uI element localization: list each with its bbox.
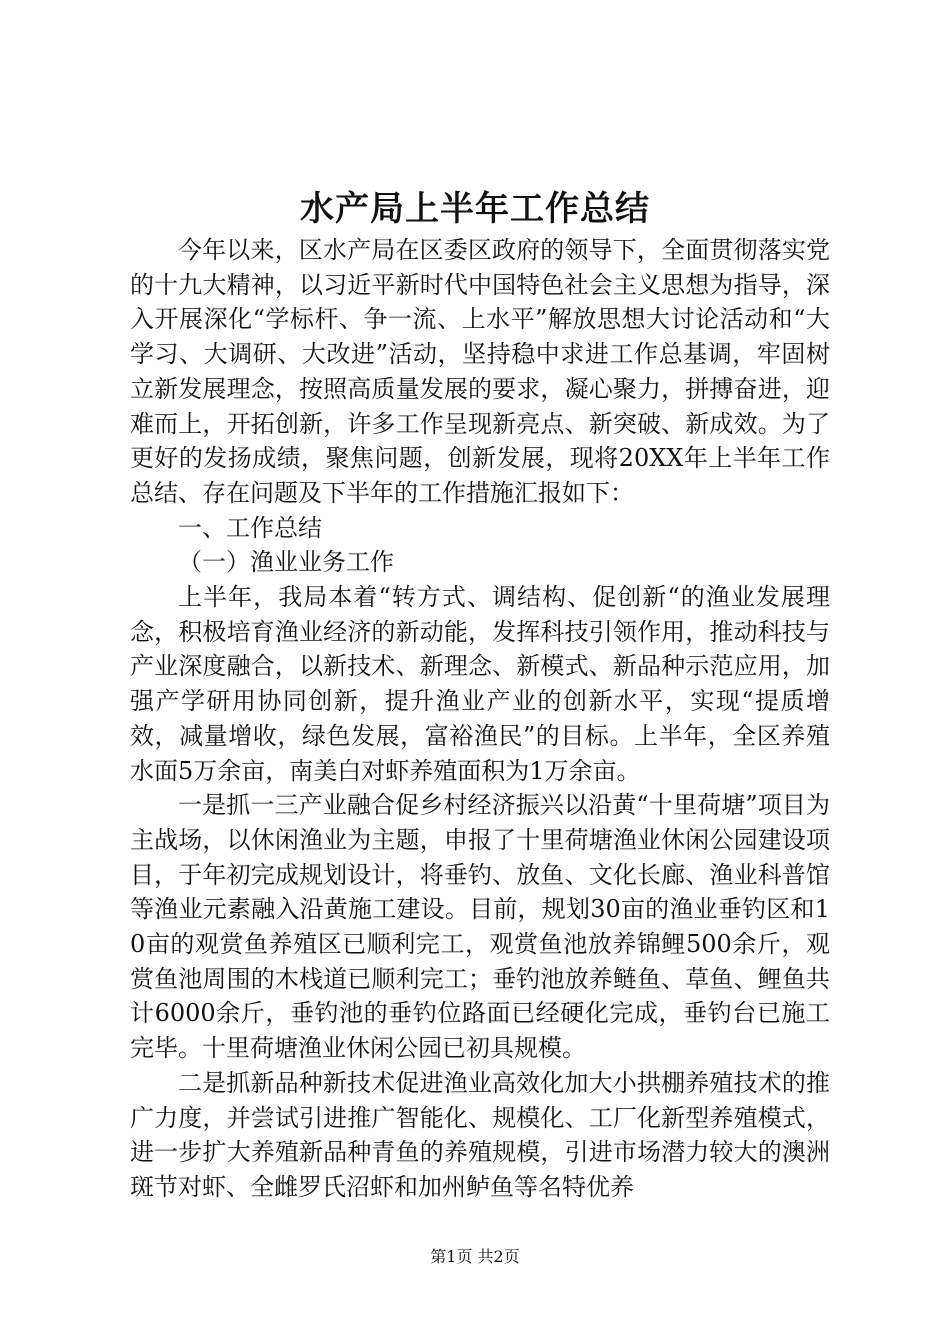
- section-heading: 一、工作总结: [178, 513, 322, 542]
- paragraph-overview: 上半年，我局本着“转方式、调结构、促创新“的渔业发展理念，积极培育渔业经济的新动能，发挥科技引领作用，推动科技与产业深度融合，以新技术、新理念、新模式、新品种示范应用，加强产学研用协同创新，提升渔业产业的创新水平，实现“提质增效，减量增收，绿色发展，富裕渔民”的目标。上半年，全区养殖水面5万余亩，南美白对虾养殖面积为1万余亩。: [130, 583, 830, 785]
- paragraph-point-two: 二是抓新品种新技术促进渔业高效化加大小拱棚养殖技术的推广力度，并尝试引进推广智能化、规模化、工厂化新型养殖模式，进一步扩大养殖新品种青鱼的养殖规模，引进市场潜力较大的澳洲斑节对虾、全雌罗氏沼虾和加州鲈鱼等名特优养: [130, 1068, 830, 1201]
- page-number: 第1页 共2页: [430, 1247, 520, 1266]
- subsection-heading: （一）渔业业务工作: [178, 548, 394, 577]
- document-title: 水产局上半年工作总结: [300, 189, 650, 229]
- document-body: [130, 233, 830, 1205]
- paragraph-point-one: 一是抓一三产业融合促乡村经济振兴以沿黄“十里荷塘”项目为主战场，以休闲渔业为主题，申报了十里荷塘渔业休闲公园建设项目，于年初完成规划设计，将垂钓、放鱼、文化长廊、渔业科普馆等渔业元素融入沿黄施工建设。目前，规划30亩的渔业垂钓区和10亩的观赏鱼养殖区已顺利完工，观赏鱼池放养锦鲤500余斤，观赏鱼池周围的木栈道已顺利完工；垂钓池放养鲢鱼、草鱼、鲤鱼共计6000余斤，垂钓池的垂钓位路面已经硬化完成，垂钓台已施工完毕。十里荷塘渔业休闲公园已初具规模。: [130, 791, 830, 1063]
- paragraph-intro: 今年以来，区水产局在区委区政府的领导下，全面贯彻落实党的十九大精神，以习近平新时代中国特色社会主义思想为指导，深入开展深化“学标杆、争一流、上水平”解放思想大讨论活动和“大学习、大调研、大改进”活动，坚持稳中求进工作总基调，牢固树立新发展理念，按照高质量发展的要求，凝心聚力，拼搏奋进，迎难而上，开拓创新，许多工作呈现新亮点、新突破、新成效。为了更好的发扬成绩，聚焦问题，创新发展，现将20XX年上半年工作总结、存在问题及下半年的工作措施汇报如下：: [130, 236, 830, 507]
